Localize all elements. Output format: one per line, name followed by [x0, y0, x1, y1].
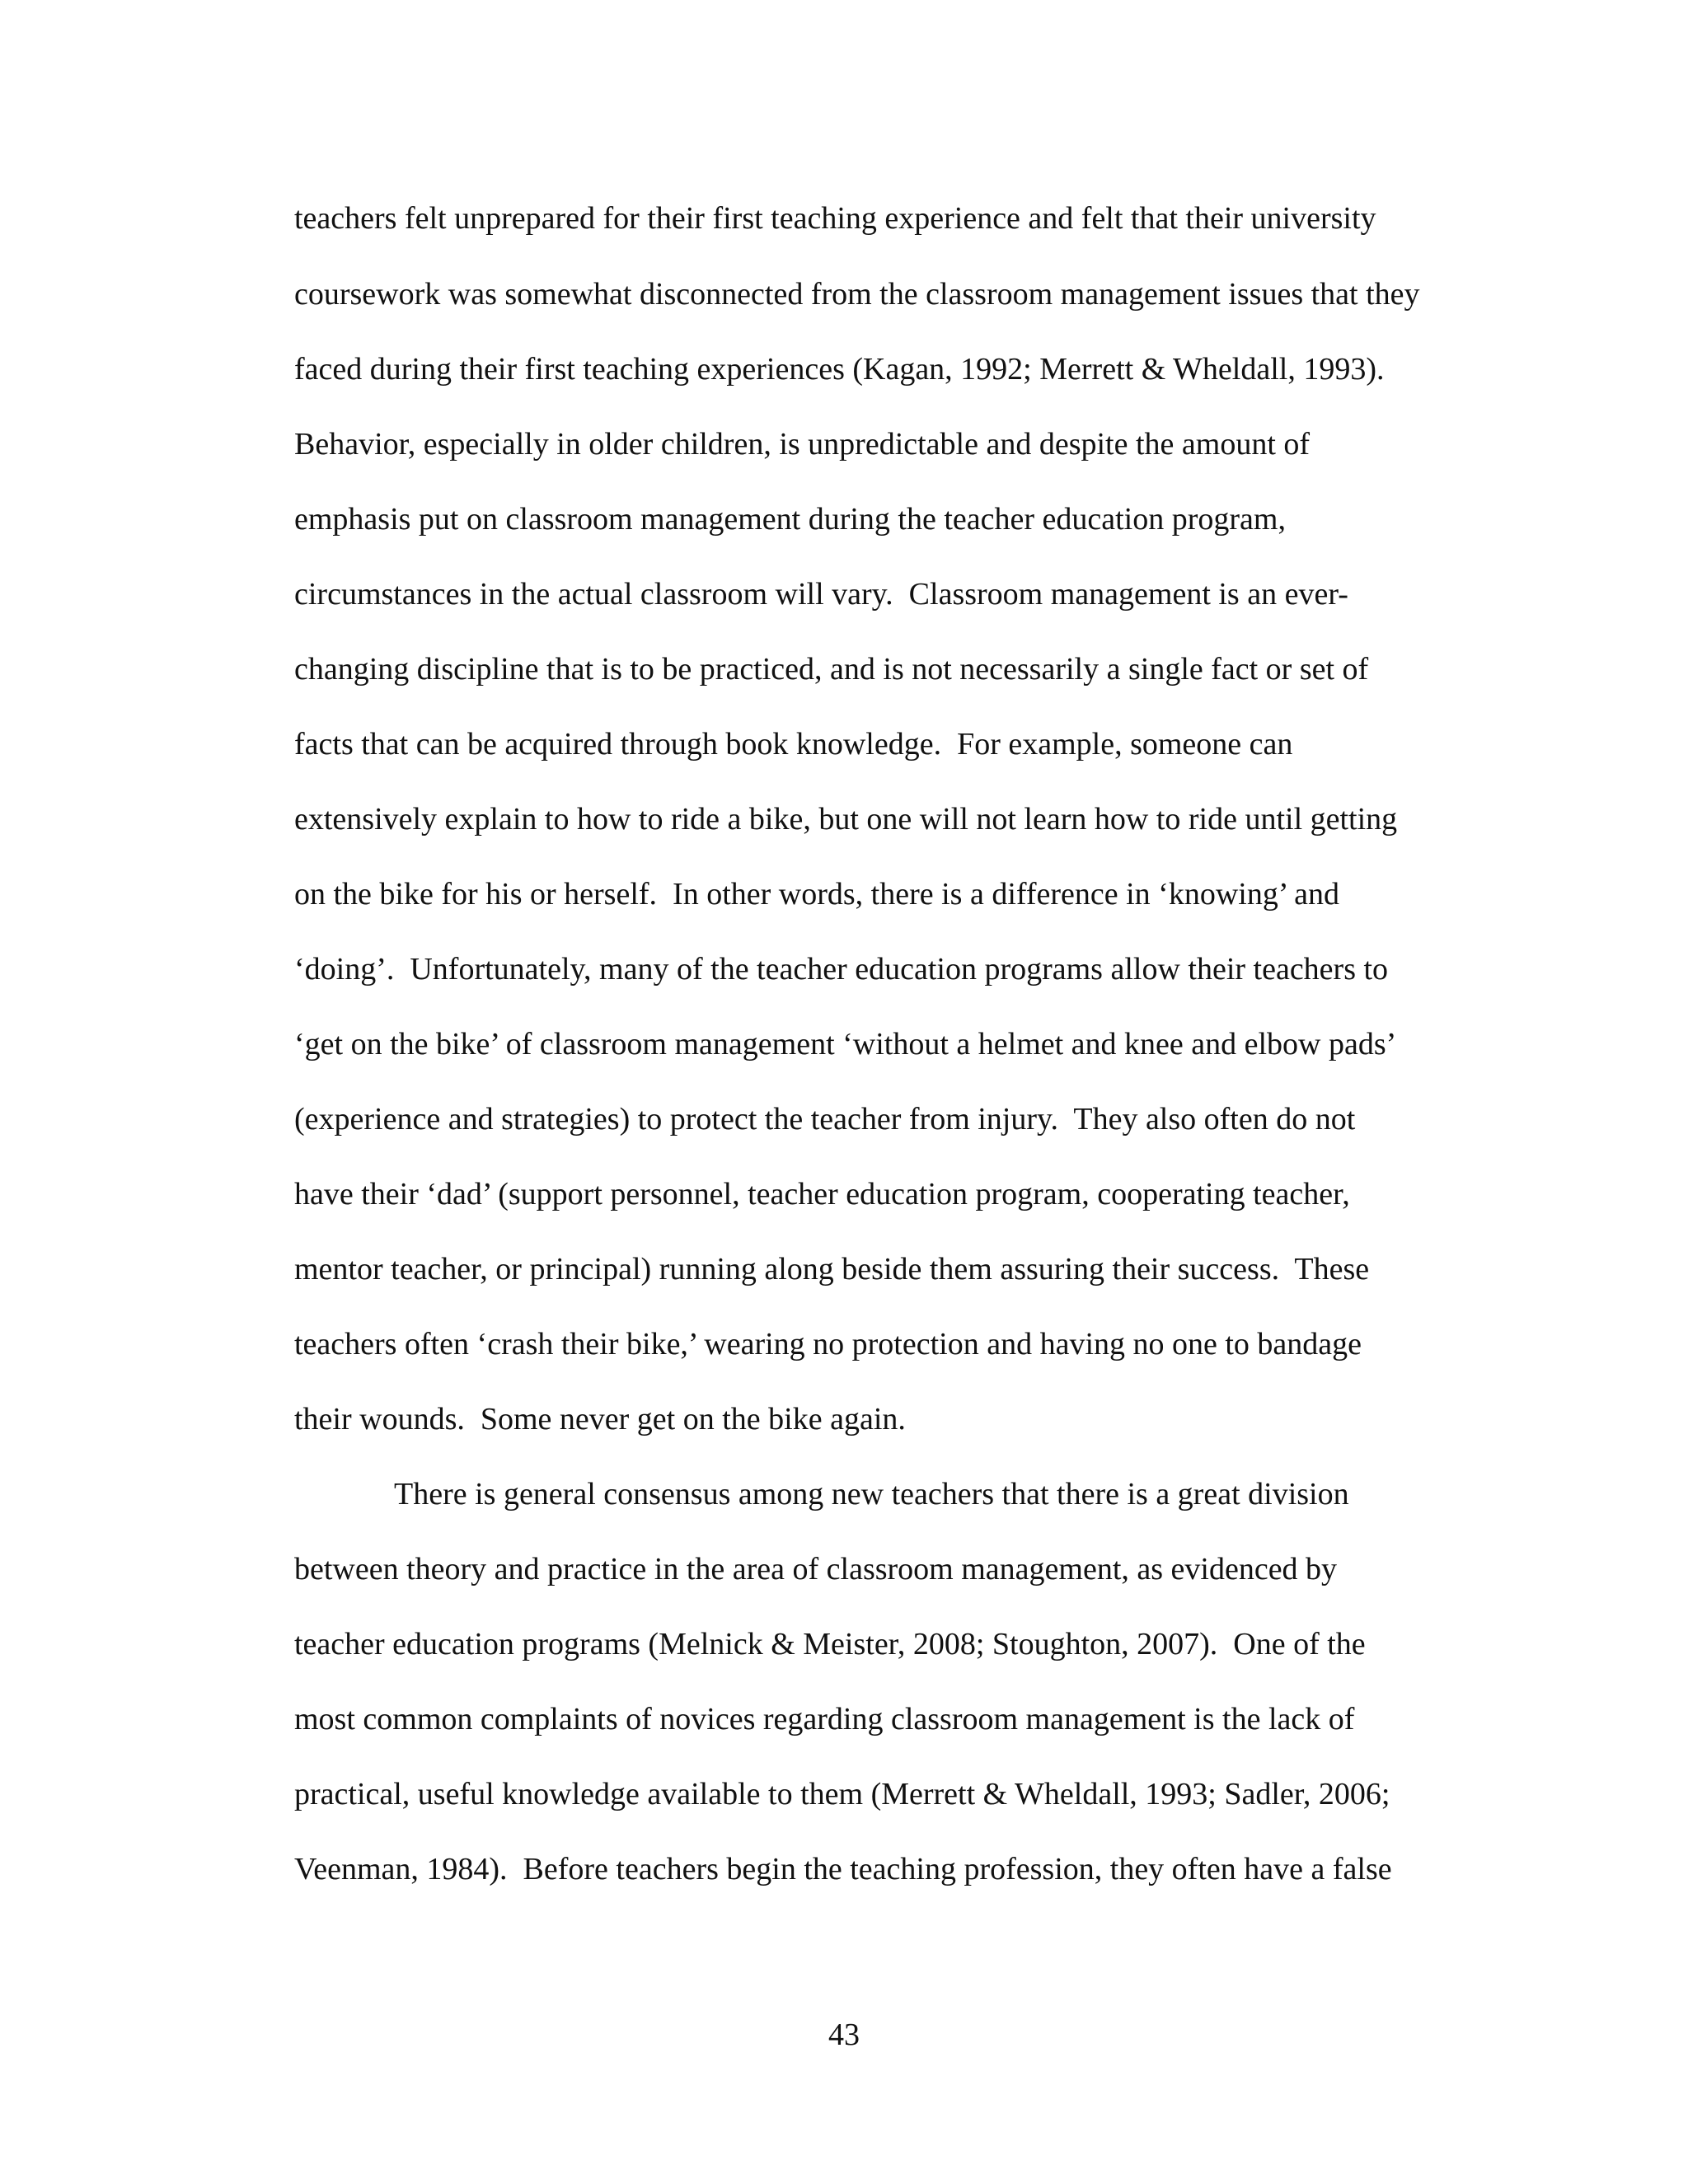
paragraph-first-line: There is general consensus among new teachers that there is a great division	[394, 1477, 1349, 1511]
text-line: between theory and practice in the area of classroom management, as evidenced by	[294, 1552, 1338, 1586]
text-line: faced during their first teaching experiences (Kagan, 1992; Merrett & Wheldall, 1993).	[294, 352, 1385, 387]
text-line: circumstances in the actual classroom will vary. Classroom management is an ever-	[294, 577, 1348, 612]
text-line: (experience and strategies) to protect the teacher from injury. They also often do not	[294, 1102, 1356, 1137]
text-line: Veenman, 1984). Before teachers begin the teaching profession, they often have a false	[294, 1852, 1392, 1886]
text-line: their wounds. Some never get on the bike again.	[294, 1402, 906, 1436]
text-line: ‘get on the bike’ of classroom management ‘without a helmet and knee and elbow pads’	[294, 1027, 1397, 1062]
page-number: 43	[828, 2018, 860, 2052]
text-line: teacher education programs (Melnick & Meister, 2008; Stoughton, 2007). One of the	[294, 1627, 1366, 1661]
text-line: teachers felt unprepared for their first teaching experience and felt that their university	[294, 201, 1376, 236]
text-line: changing discipline that is to be practiced, and is not necessarily a single fact or set of	[294, 652, 1369, 687]
text-line: ‘doing’. Unfortunately, many of the teacher education programs allow their teachers to	[294, 952, 1389, 987]
text-line: on the bike for his or herself. In other words, there is a difference in ‘knowing’ and	[294, 877, 1340, 912]
text-line: coursework was somewhat disconnected from the classroom management issues that they	[294, 277, 1420, 312]
text-line: Behavior, especially in older children, is unpredictable and despite the amount of	[294, 427, 1311, 462]
text-line: extensively explain to how to ride a bike, but one will not learn how to ride until getting	[294, 802, 1398, 837]
text-line: most common complaints of novices regarding classroom management is the lack of	[294, 1702, 1355, 1736]
text-line: practical, useful knowledge available to them (Merrett & Wheldall, 1993; Sadler, 2006;	[294, 1777, 1390, 1811]
text-line: mentor teacher, or principal) running along beside them assuring their success. These	[294, 1252, 1370, 1286]
text-line: emphasis put on classroom management during the teacher education program,	[294, 502, 1286, 537]
text-line: have their ‘dad’ (support personnel, teacher education program, cooperating teacher,	[294, 1177, 1350, 1212]
text-line: facts that can be acquired through book knowledge. For example, someone can	[294, 727, 1293, 762]
text-line: teachers often ‘crash their bike,’ wearing no protection and having no one to bandage	[294, 1327, 1362, 1361]
